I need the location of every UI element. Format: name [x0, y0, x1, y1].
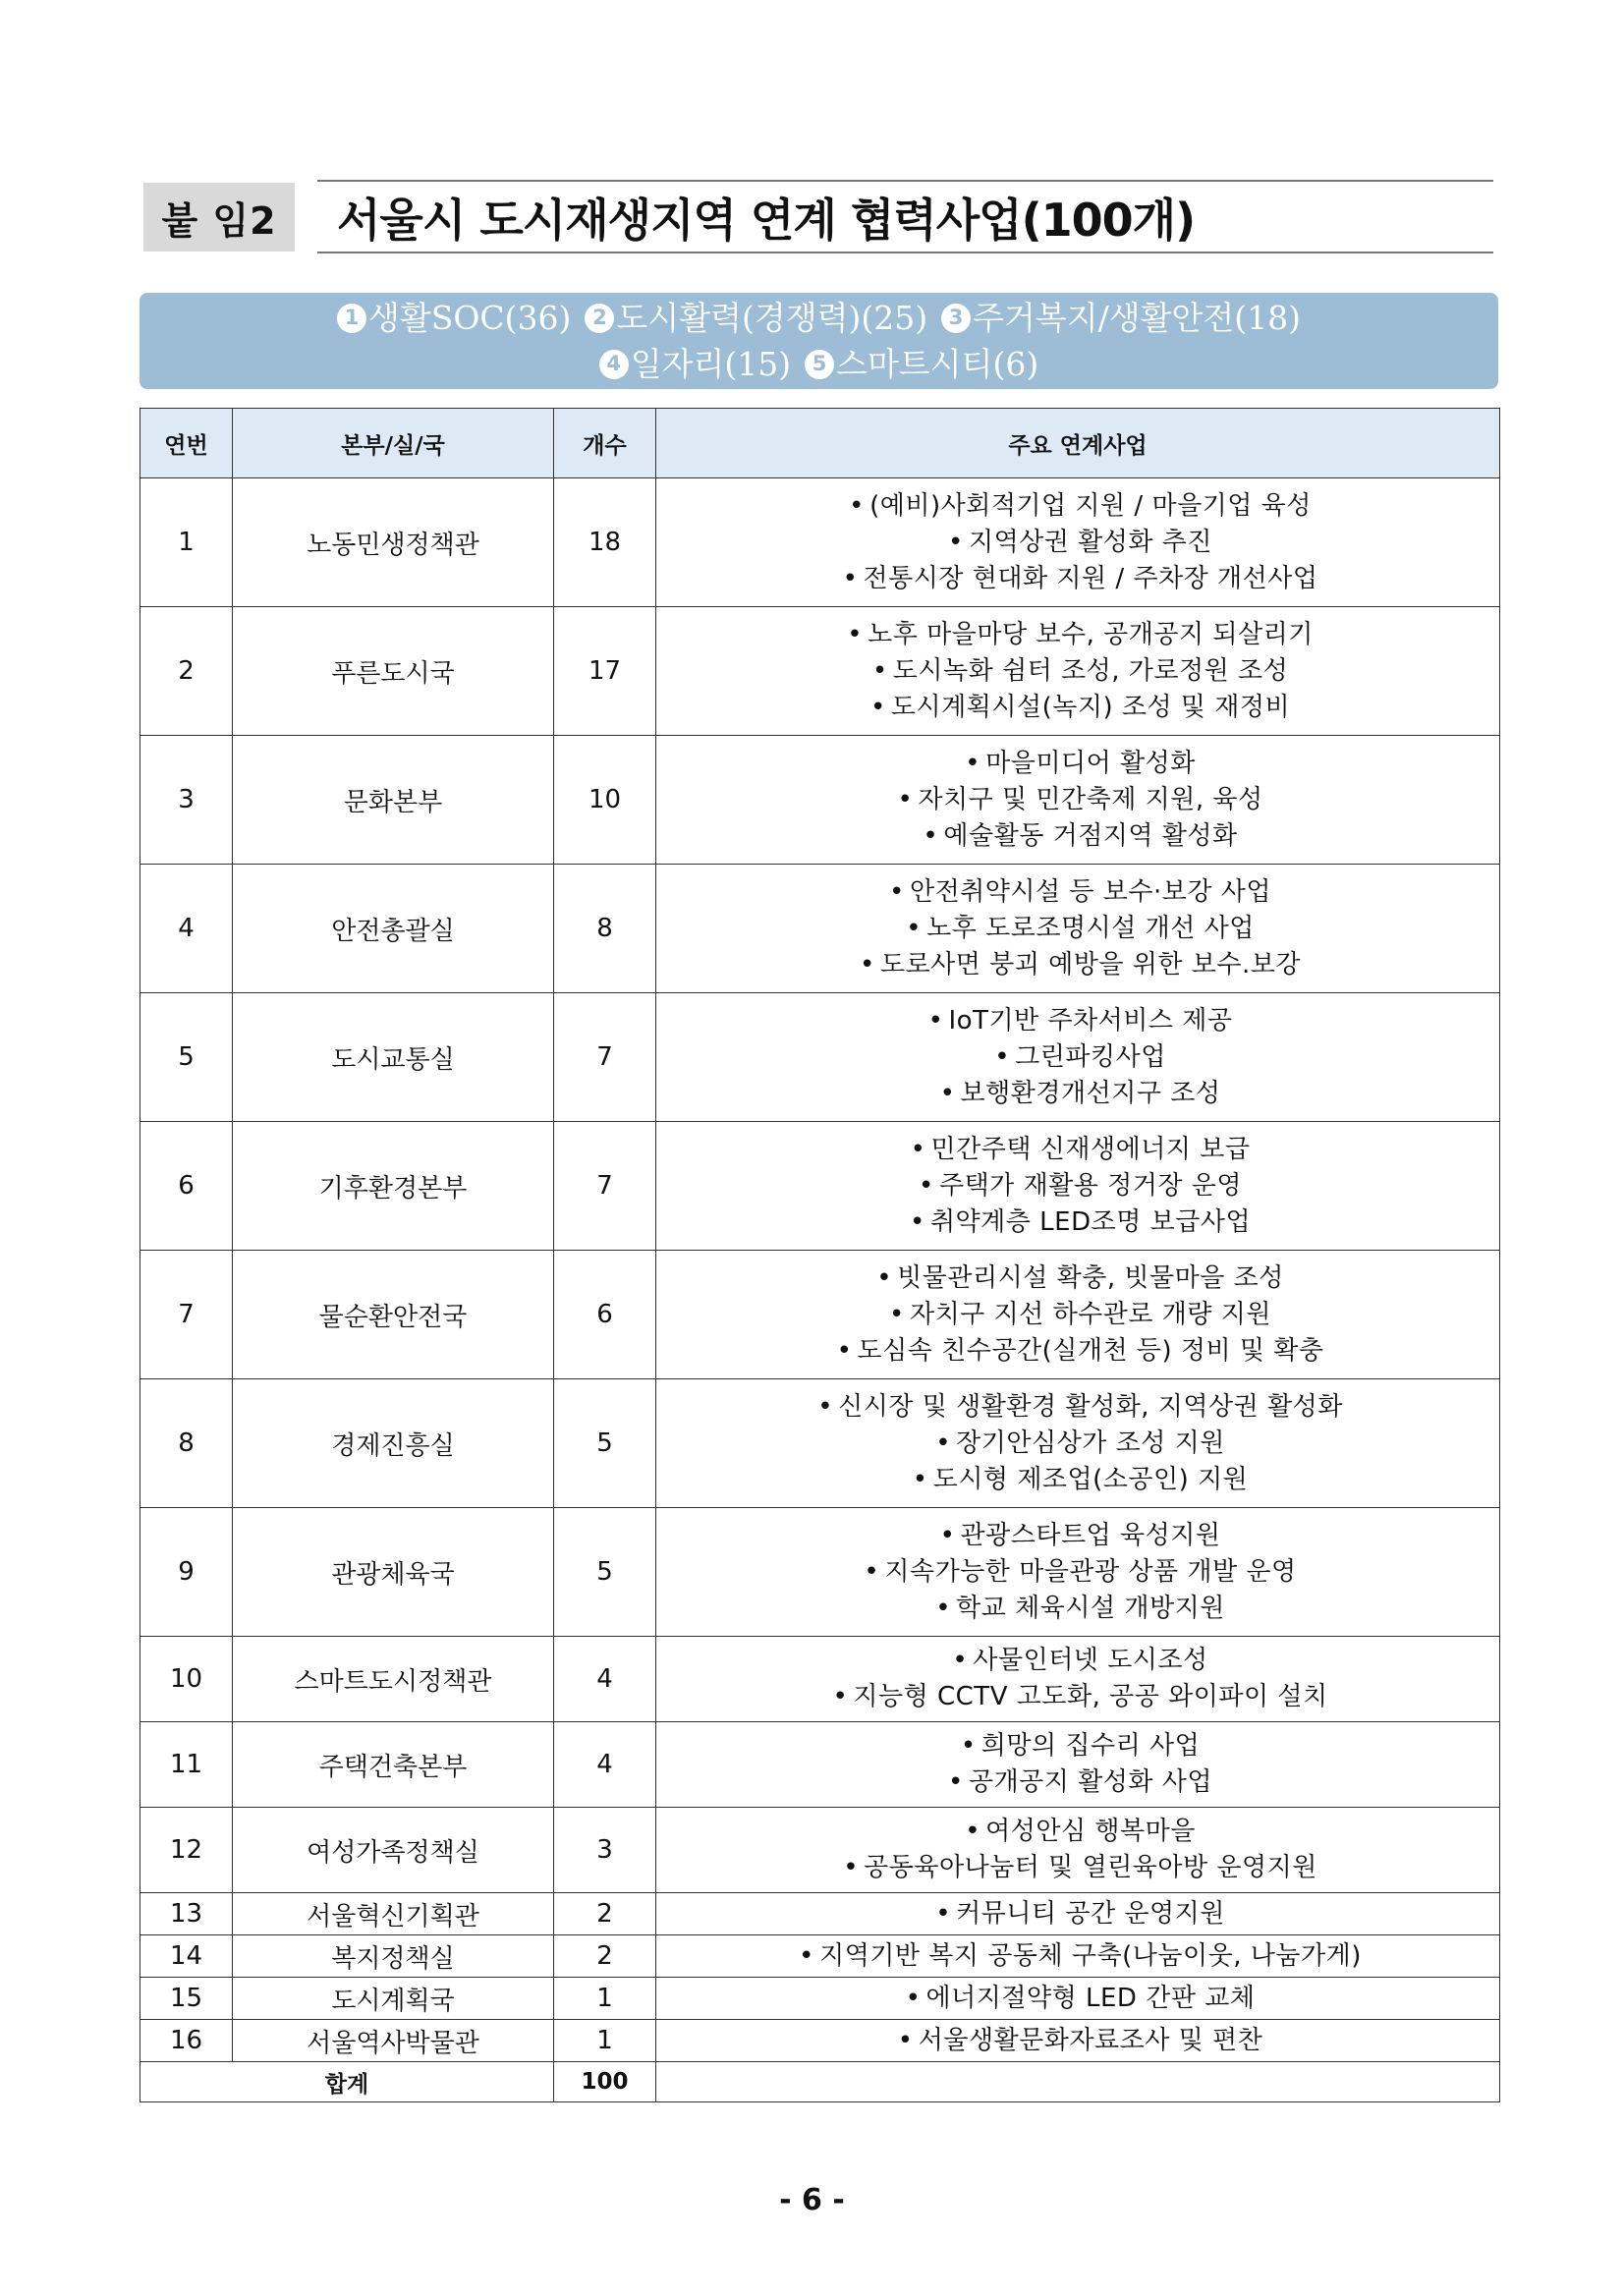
row-department: 서울혁신기획관	[233, 1893, 554, 1935]
row-projects	[656, 1893, 1500, 1935]
number-circle-icon: 2	[585, 304, 614, 333]
col-header-dept: 본부/실/국	[233, 409, 554, 478]
project-item-text: IoT기반 주차서비스 제공	[948, 1005, 1233, 1036]
bullet-icon: •	[935, 1428, 952, 1458]
row-department: 경제진흥실	[233, 1379, 554, 1508]
project-item	[656, 1003, 1499, 1039]
table-row	[140, 607, 1500, 736]
bullet-icon: •	[817, 1391, 834, 1422]
project-item-text: 관광스타트업 육성지원	[960, 1520, 1221, 1550]
bullet-icon: •	[843, 1853, 860, 1882]
bullet-icon: •	[919, 1170, 934, 1201]
row-department: 기후환경본부	[233, 1122, 554, 1251]
project-item	[656, 1938, 1499, 1975]
table-row	[140, 1251, 1500, 1379]
project-item-text: 장기안심상가 조성 지원	[956, 1428, 1225, 1458]
table-row	[140, 1808, 1500, 1893]
project-item-text: 도심속 친수공간(실개천 등) 정비 및 확충	[857, 1335, 1324, 1366]
row-department: 도시교통실	[233, 993, 554, 1122]
project-item-text: 마을미디어 활성화	[985, 748, 1196, 778]
project-item-text: 노후 도로조명시설 개선 사업	[926, 913, 1255, 943]
summary-category	[941, 295, 1301, 341]
row-count: 4	[554, 1722, 656, 1808]
bullet-icon: •	[889, 876, 905, 907]
project-item	[656, 1518, 1499, 1554]
project-item-text: 취약계층 LED조명 보급사업	[929, 1206, 1252, 1237]
number-circle-icon: 1	[337, 304, 366, 333]
row-number: 2	[140, 607, 233, 736]
row-count: 17	[554, 607, 656, 736]
bullet-icon: •	[927, 1005, 944, 1036]
row-projects	[656, 1978, 1500, 2020]
bullet-icon: •	[939, 1078, 956, 1108]
table-row	[140, 993, 1500, 1122]
row-projects	[656, 1508, 1500, 1637]
project-item	[656, 525, 1499, 561]
row-department: 관광체육국	[233, 1508, 554, 1637]
row-department: 노동민생정책관	[233, 478, 554, 607]
row-department: 서울역사박물관	[233, 2020, 554, 2062]
page-number: - 6 -	[779, 2183, 845, 2217]
bullet-icon: •	[939, 1520, 956, 1550]
row-number: 12	[140, 1808, 233, 1893]
project-item	[656, 1076, 1499, 1112]
bullet-icon: •	[832, 1682, 849, 1711]
total-empty-cell	[656, 2062, 1500, 2102]
project-item-text: 신시장 및 생활환경 활성화, 지역상권 활성화	[838, 1391, 1343, 1422]
bullet-icon: •	[910, 1206, 925, 1237]
bullet-icon: •	[847, 619, 864, 649]
project-item	[656, 653, 1499, 690]
row-count: 4	[554, 1637, 656, 1722]
row-count: 2	[554, 1893, 656, 1935]
project-item	[656, 1728, 1499, 1764]
bullet-icon: •	[935, 1898, 952, 1929]
table-row	[140, 1122, 1500, 1251]
project-item-text: 노후 마을마당 보수, 공개공지 되살리기	[868, 619, 1314, 649]
table-row	[140, 1978, 1500, 2020]
bullet-icon: •	[836, 1335, 853, 1366]
bullet-icon: •	[948, 527, 964, 557]
row-projects	[656, 1379, 1500, 1508]
project-item-text: 여성안심 행복마을	[985, 1817, 1196, 1846]
project-item-text: 도로사면 붕괴 예방을 위한 보수.보강	[879, 949, 1302, 980]
row-projects	[656, 1935, 1500, 1978]
project-item	[656, 1850, 1499, 1886]
project-item	[656, 1426, 1499, 1462]
summary-category-label: 도시활력(경쟁력)(25)	[616, 299, 928, 337]
project-item-text: 그린파킹사업	[1015, 1041, 1166, 1072]
category-summary-banner	[140, 293, 1498, 389]
row-number: 1	[140, 478, 233, 607]
row-projects	[656, 1122, 1500, 1251]
row-number: 11	[140, 1722, 233, 1808]
row-department: 문화본부	[233, 736, 554, 865]
row-department: 복지정책실	[233, 1935, 554, 1978]
project-item-text: 공개공지 활성화 사업	[968, 1767, 1213, 1797]
project-item-text: 학교 체육시설 개방지원	[956, 1593, 1225, 1623]
project-item-text: 에너지절약형 LED 간판 교체	[925, 1983, 1256, 2013]
project-item-text: 서울생활문화자료조사 및 편찬	[918, 2025, 1263, 2055]
row-department: 여성가족정책실	[233, 1808, 554, 1893]
table-row	[140, 736, 1500, 865]
project-item	[656, 1679, 1499, 1715]
table-row	[140, 1508, 1500, 1637]
project-item-text: 지역상권 활성화 추진	[968, 527, 1213, 557]
bullet-icon: •	[871, 655, 888, 686]
bullet-icon: •	[849, 490, 865, 521]
project-item	[656, 1389, 1499, 1426]
row-count: 18	[554, 478, 656, 607]
bullet-icon: •	[897, 784, 914, 814]
project-item-text: 빗물관리시설 확충, 빗물마을 조성	[897, 1262, 1284, 1293]
summary-category-label: 일자리(15)	[630, 345, 792, 383]
row-number: 5	[140, 993, 233, 1122]
row-number: 7	[140, 1251, 233, 1379]
summary-line-2	[599, 341, 1039, 387]
project-item	[656, 911, 1499, 947]
col-header-no: 연번	[140, 409, 233, 478]
row-projects	[656, 607, 1500, 736]
projects-table	[140, 408, 1500, 2102]
total-label: 합계	[140, 2062, 554, 2102]
summary-category	[599, 341, 791, 387]
attachment-tag: 붙 임2	[143, 183, 295, 252]
row-projects	[656, 2020, 1500, 2062]
project-item	[656, 1462, 1499, 1498]
total-count: 100	[554, 2062, 656, 2102]
row-projects	[656, 1251, 1500, 1379]
bullet-icon: •	[948, 1767, 964, 1797]
bullet-icon: •	[876, 1262, 893, 1293]
bullet-icon: •	[799, 1940, 814, 1971]
project-item	[656, 1297, 1499, 1333]
row-count: 8	[554, 865, 656, 993]
row-department: 주택건축본부	[233, 1722, 554, 1808]
row-department: 스마트도시정책관	[233, 1637, 554, 1722]
table-total-row	[140, 2062, 1500, 2102]
row-count: 2	[554, 1935, 656, 1978]
bullet-icon: •	[906, 913, 923, 943]
project-item-text: (예비)사회적기업 지원 / 마을기업 육성	[869, 490, 1312, 521]
table-row	[140, 1722, 1500, 1808]
row-projects	[656, 1722, 1500, 1808]
row-count: 10	[554, 736, 656, 865]
row-department: 물순환안전국	[233, 1251, 554, 1379]
bullet-icon: •	[935, 1593, 952, 1623]
row-count: 1	[554, 1978, 656, 2020]
project-item-text: 민간주택 신재생에너지 보급	[930, 1134, 1251, 1164]
row-projects	[656, 1637, 1500, 1722]
table-row	[140, 1637, 1500, 1722]
project-item	[656, 1204, 1499, 1241]
row-number: 16	[140, 2020, 233, 2062]
project-item-text: 공동육아나눔터 및 열린육아방 운영지원	[864, 1853, 1317, 1882]
row-count: 3	[554, 1808, 656, 1893]
summary-category-label: 스마트시티(6)	[836, 345, 1039, 383]
project-item-text: 자치구 및 민간축제 지원, 육성	[918, 784, 1263, 814]
row-number: 9	[140, 1508, 233, 1637]
row-number: 4	[140, 865, 233, 993]
bullet-icon: •	[923, 820, 939, 851]
row-count: 6	[554, 1251, 656, 1379]
row-count: 7	[554, 993, 656, 1122]
row-number: 10	[140, 1637, 233, 1722]
bullet-icon: •	[897, 2025, 914, 2055]
bullet-icon: •	[952, 1646, 969, 1675]
row-projects	[656, 736, 1500, 865]
project-item	[656, 1333, 1499, 1370]
bullet-icon: •	[869, 692, 886, 722]
summary-category-label: 주거복지/생활안전(18)	[973, 299, 1301, 337]
summary-line-1	[337, 295, 1301, 341]
row-projects	[656, 478, 1500, 607]
bullet-icon: •	[864, 1556, 880, 1587]
row-department: 도시계획국	[233, 1978, 554, 2020]
project-item	[656, 746, 1499, 782]
project-item	[656, 1039, 1499, 1076]
bullet-icon: •	[910, 1134, 926, 1164]
bullet-icon: •	[905, 1983, 922, 2013]
bullet-icon: •	[994, 1041, 1011, 1072]
summary-category-label: 생활SOC(36)	[368, 299, 572, 337]
project-item-text: 주택가 재활용 정거장 운영	[938, 1170, 1243, 1201]
row-number: 8	[140, 1379, 233, 1508]
project-item-text: 전통시장 현대화 지원 / 주차장 개선사업	[863, 563, 1318, 593]
project-item	[656, 1896, 1499, 1932]
row-number: 14	[140, 1935, 233, 1978]
row-projects	[656, 993, 1500, 1122]
project-item	[656, 1168, 1499, 1204]
row-projects	[656, 1808, 1500, 1893]
row-number: 13	[140, 1893, 233, 1935]
summary-category	[337, 295, 571, 341]
project-item	[656, 1260, 1499, 1297]
project-item	[656, 690, 1499, 726]
project-item	[656, 1132, 1499, 1168]
col-header-projects: 주요 연계사업	[656, 409, 1500, 478]
row-number: 3	[140, 736, 233, 865]
project-item-text: 희망의 집수리 사업	[980, 1731, 1201, 1761]
number-circle-icon: 5	[805, 350, 834, 379]
project-item-text: 지능형 CCTV 고도화, 공공 와이파이 설치	[853, 1682, 1328, 1711]
title-rule-bottom	[317, 252, 1493, 253]
project-item	[656, 818, 1499, 855]
summary-category	[805, 341, 1038, 387]
table-header-row	[140, 409, 1500, 478]
summary-category	[585, 295, 927, 341]
row-count: 5	[554, 1508, 656, 1637]
table-row	[140, 478, 1500, 607]
project-item-text: 도시계획시설(녹지) 조성 및 재정비	[890, 692, 1291, 722]
bullet-icon: •	[842, 563, 859, 593]
row-count: 1	[554, 2020, 656, 2062]
bullet-icon: •	[912, 1464, 928, 1494]
project-item	[656, 947, 1499, 983]
row-department: 안전총괄실	[233, 865, 554, 993]
project-item-text: 안전취약시설 등 보수·보강 사업	[909, 876, 1272, 907]
table-row	[140, 1379, 1500, 1508]
table-body	[140, 478, 1500, 2062]
project-item-text: 예술활동 거점지역 활성화	[943, 820, 1238, 851]
project-item-text: 지속가능한 마을관광 상품 개발 운영	[884, 1556, 1297, 1587]
row-department: 푸른도시국	[233, 607, 554, 736]
project-item-text: 보행환경개선지구 조성	[960, 1078, 1221, 1108]
bullet-icon: •	[965, 748, 981, 778]
project-item-text: 도시형 제조업(소공인) 지원	[932, 1464, 1249, 1494]
bullet-icon: •	[860, 949, 875, 980]
project-item-text: 사물인터넷 도시조성	[973, 1646, 1208, 1675]
project-item-text: 커뮤니티 공간 운영지원	[956, 1898, 1225, 1929]
project-item	[656, 1981, 1499, 2017]
project-item	[656, 1554, 1499, 1591]
project-item	[656, 1643, 1499, 1679]
bullet-icon: •	[965, 1817, 981, 1846]
table-row	[140, 2020, 1500, 2062]
row-number: 15	[140, 1978, 233, 2020]
project-item	[656, 1814, 1499, 1850]
row-projects	[656, 865, 1500, 993]
project-item	[656, 617, 1499, 653]
project-item	[656, 2023, 1499, 2059]
project-item-text: 자치구 지선 하수관로 개량 지원	[909, 1299, 1272, 1329]
table-row	[140, 1935, 1500, 1978]
project-item-text: 지역기반 복지 공동체 구축(나눔이웃, 나눔가게)	[819, 1940, 1362, 1971]
project-item-text: 도시녹화 쉼터 조성, 가로정원 조성	[892, 655, 1289, 686]
number-circle-icon: 3	[941, 304, 971, 333]
row-number: 6	[140, 1122, 233, 1251]
row-count: 5	[554, 1379, 656, 1508]
table-row	[140, 1893, 1500, 1935]
project-item	[656, 874, 1499, 911]
bullet-icon: •	[960, 1731, 977, 1761]
project-item	[656, 488, 1499, 525]
project-item	[656, 1591, 1499, 1627]
bullet-icon: •	[889, 1299, 905, 1329]
project-item	[656, 561, 1499, 597]
page-title: 서울시 도시재생지역 연계 협력사업(100개)	[337, 194, 1196, 247]
row-count: 7	[554, 1122, 656, 1251]
title-rule-top	[317, 180, 1493, 182]
number-circle-icon: 4	[599, 350, 629, 379]
col-header-count: 개수	[554, 409, 656, 478]
project-item	[656, 1764, 1499, 1801]
table-row	[140, 865, 1500, 993]
project-item	[656, 782, 1499, 818]
